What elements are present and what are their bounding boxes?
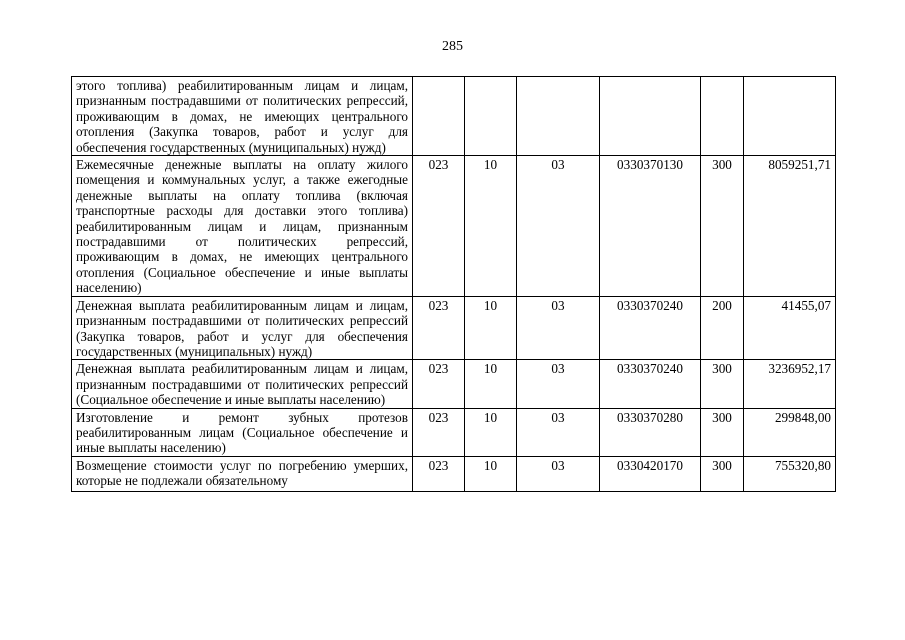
row-description: Изготовление и ремонт зубных протезов реабилитированным лицам (Социальное обеспечение и иные выплаты населению): [72, 408, 413, 456]
row-grbs-code: 023: [413, 360, 465, 408]
row-subsection-code: 03: [517, 296, 600, 360]
row-grbs-code: 023: [413, 156, 465, 297]
table-row: [72, 156, 836, 297]
row-expense-type: 300: [701, 408, 744, 456]
row-target-article: 0330370130: [600, 156, 701, 297]
row-description: Денежная выплата реабилитированным лицам и лицам, признанным пострадавшими от политических репрессий (Закупка товаров, работ и услуг для обеспечения государственных (муниципальных) нужд): [72, 296, 413, 360]
row-expense-type: 300: [701, 156, 744, 297]
row-description: этого топлива) реабилитированным лицам и лицам, признанным пострадавшими от политических репрессий, проживающим в домах, не имеющих центрального отопления (Закупка товаров, работ и услуг для обеспечения государственных (муниципальных) нужд): [72, 77, 413, 156]
row-subsection-code: 03: [517, 360, 600, 408]
row-section-code: [465, 77, 517, 156]
row-grbs-code: 023: [413, 408, 465, 456]
table-row: [72, 77, 836, 156]
row-subsection-code: 03: [517, 408, 600, 456]
row-amount: 3236952,17: [744, 360, 836, 408]
table-row: [72, 408, 836, 456]
row-target-article: 0330370240: [600, 360, 701, 408]
row-description: Денежная выплата реабилитированным лицам и лицам, признанным пострадавшими от политических репрессий (Социальное обеспечение и иные выплаты населению): [72, 360, 413, 408]
row-amount: 41455,07: [744, 296, 836, 360]
row-expense-type: 300: [701, 456, 744, 491]
budget-table: [71, 76, 836, 492]
table-row: [72, 360, 836, 408]
row-description: Ежемесячные денежные выплаты на оплату жилого помещения и коммунальных услуг, а также ежегодные денежные выплаты на оплату топлива (включая транспортные расходы для доставки этого топлива) реабилитированным лицам и лицам, признанным пострадавшими от политических репрессий, проживающим в домах, не имеющих центрального отопления (Социальное обеспечение и иные выплаты населению): [72, 156, 413, 297]
row-section-code: 10: [465, 296, 517, 360]
row-section-code: 10: [465, 156, 517, 297]
row-expense-type: 200: [701, 296, 744, 360]
page-number: 285: [442, 39, 463, 54]
row-subsection-code: 03: [517, 456, 600, 491]
row-expense-type: [701, 77, 744, 156]
row-amount: 755320,80: [744, 456, 836, 491]
row-section-code: 10: [465, 360, 517, 408]
row-section-code: 10: [465, 456, 517, 491]
row-grbs-code: [413, 77, 465, 156]
row-target-article: 0330370280: [600, 408, 701, 456]
row-target-article: 0330420170: [600, 456, 701, 491]
row-grbs-code: 023: [413, 456, 465, 491]
row-grbs-code: 023: [413, 296, 465, 360]
row-target-article: [600, 77, 701, 156]
row-subsection-code: [517, 77, 600, 156]
row-target-article: 0330370240: [600, 296, 701, 360]
row-description: Возмещение стоимости услуг по погребению умерших, которые не подлежали обязательному: [72, 456, 413, 491]
table-row: [72, 456, 836, 491]
row-amount: 299848,00: [744, 408, 836, 456]
row-amount: [744, 77, 836, 156]
row-subsection-code: 03: [517, 156, 600, 297]
row-section-code: 10: [465, 408, 517, 456]
row-amount: 8059251,71: [744, 156, 836, 297]
row-expense-type: 300: [701, 360, 744, 408]
table-row: [72, 296, 836, 360]
